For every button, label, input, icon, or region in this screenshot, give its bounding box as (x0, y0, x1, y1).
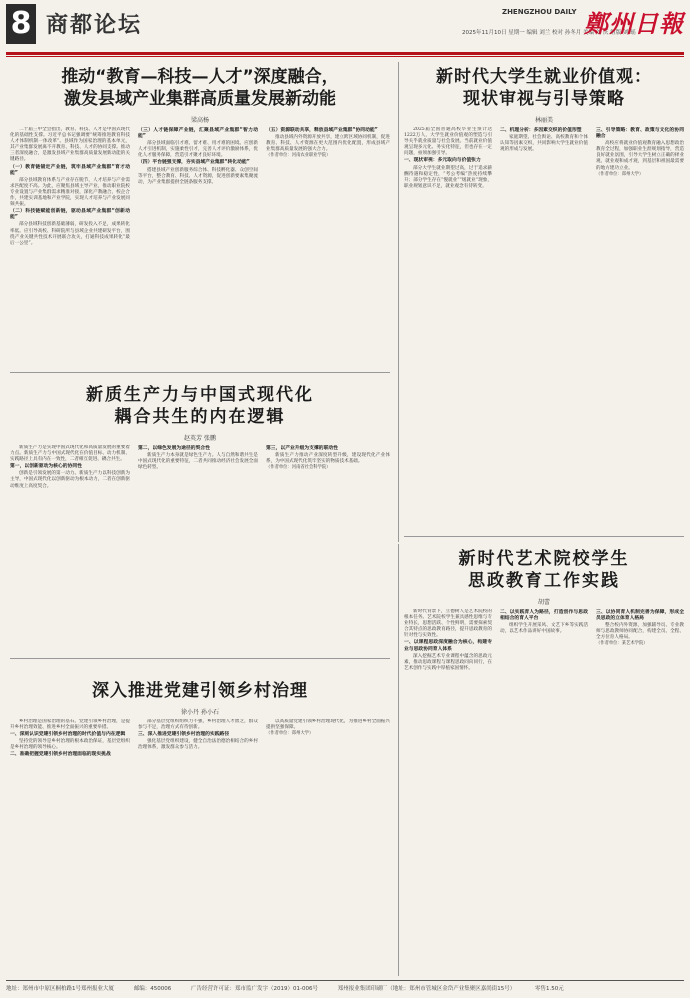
date-editor-line: 2025年11月10日 星期一 编辑 刘兰 校对 孙冬月 美编 刘 庆 组版 刘 瑶 (462, 30, 636, 36)
article-author: 梁高杨 (190, 117, 209, 124)
column-divider (398, 62, 399, 542)
section-divider (10, 658, 390, 659)
header-rule-thin (6, 56, 684, 57)
article-author: 赵英芳 张鹏 (184, 435, 216, 442)
text-column: 2025届全国普通高校毕业生预计达1222万人，大学生就业价值观的塑造与引导关乎就业质量与社会发展。当前就业价值观呈现多元化、务实化特征，但也存在一定问题，亟须加强引导。 一、现状审视：多元取向与价值张力 部分大学生就业期望过高，过于追求薪酬待遇和稳定性，“考公考编”热度持续攀升；部分学生存在“慢就业”“缓就业”现象，职业规划意识不足，就业观念有待转变。 (404, 127, 492, 189)
header-rule (6, 52, 684, 55)
footer-price: 零售1.50元 (535, 986, 564, 992)
text-column: 第三，以产业升级为支撑的联动性 新质生产力推动产业深度转型升级，建设现代化产业体系，为中国式现代化筑牢坚实的物质技术基础。 （作者单位：河南省社会科学院） (266, 446, 390, 471)
article-title: 推动“教育—科技—人才”深度融合， 激发县域产业集群高质量发展新动能 (61, 67, 339, 109)
page-number: 8 (6, 4, 36, 44)
footer-address: 地址：郑州市中原区桐柏路1号郑州报业大厦 (6, 986, 115, 992)
section-divider (404, 536, 684, 537)
text-column: 二、以实践育人为路径，打造创作与思政相结合的育人平台 组织学生开展采风、文艺下乡等实践活动，以艺术作品讲好中国故事。 (500, 610, 588, 635)
article-author: 胡蕾 (537, 599, 550, 606)
page-footer (6, 984, 684, 992)
text-column: 第二，以绿色发展为途径的契合性 新质生产力本身就是绿色生产力。人与自然和谐共生是中国式现代化的重要特征，二者共同推动经济社会发展全面绿色转型。 (138, 446, 258, 471)
text-column: 乡村治理是国家治理的基石。党建引领乡村治理，是提升乡村治理效能、推进乡村全面振兴的重要举措。 一、深刻认识党建引领乡村治理的时代价值与内在逻辑 坚持党的领导是乡村治理的根本政治保证，基层党组织是乡村治理的领导核心。 二、准确把握党建引领乡村治理面临的现实挑战 (10, 719, 130, 758)
article-title: 新质生产力与中国式现代化 耦合共生的内在逻辑 (86, 385, 314, 427)
footer-rule (6, 980, 684, 981)
newspaper-logo: 鄭州日報 (584, 9, 684, 38)
text-column: 新时代背景下，立德树人是艺术院校的根本任务。艺术院校学生兼具感性思维与专业特长，思想活跃、个性鲜明，需要探索契合其特点的思政教育路径，提升思政教育的针对性与实效性。 一、以课程思政深度融合为核心，构建专业与思政协同育人体系 深入挖掘艺术专业课程中蕴含的思政元素，推动思政课程与课程思政同向同行，在艺术创作与实践中厚植家国情怀。 (404, 609, 492, 671)
column-divider (398, 544, 399, 976)
article-author: 林丽美 (534, 117, 553, 124)
article-title: 新时代大学生就业价值观： 现状审视与引导策略 (436, 67, 652, 109)
article-title: 深入推进党建引领乡村治理 (92, 681, 308, 701)
section-title: 商都论坛 (46, 12, 143, 38)
article-title: 新时代艺术院校学生 思政教育工作实践 (458, 549, 630, 591)
section-divider (10, 372, 390, 373)
paper-english-name: ZHENGZHOU DAILY (502, 8, 577, 16)
text-column: 三、以协同育人机制完善为保障，形成全员思政的立体育人格局 整合校内外资源，加强辅导员、专业教师与思政教师协同配合，构建全员、全程、全方位育人格局。 （作者单位：某艺术学院） (596, 610, 684, 647)
text-column: （五）资源联动共享，释放县域产业集群“协同动能” 推动县域内外资源开放共享，建立跨区域协同机制，促进教育、科技、人才资源在更大范围内优化配置，形成县域产业集群高质量发展的强大合力。 （作者单位：河南农业职业学院） (266, 128, 390, 159)
text-column: 二、机理分析：多因素交织的价值形塑 家庭期望、社会舆论、高校教育和个体认知等因素交织，共同影响大学生就业价值观的形成与发展。 (500, 128, 588, 153)
text-column: 以高质量党建引领乡村治理现代化，为推进乡村全面振兴提供坚强保障。 （作者单位：郑州大学） (266, 719, 390, 737)
footer-license: 广告经营许可证：郑市监广发字（2019）01-006号 (191, 986, 318, 992)
text-column: 部分基层党组织组织力不强，乡村治理人才匮乏，群众参与不足，治理方式有待创新。 三、深入推进党建引领乡村治理的实践路径 强化基层党组织建设，健全自治法治德治相结合的乡村治理体系，激发群众参与活力。 (138, 719, 258, 751)
text-column: 二十届三中全会指出，教育、科技、人才是中国式现代化的基础性支撑。习近平总书记强调要“统筹推进教育科技人才体制机制一体改革”。县域作为国家治理的基本单元，其产业集群发展离不开教育、科技、人才的协同支撑。推动三者深度融合，是激发县域产业集群高质量发展新动能的关键路径。 （一）教育链锚定产业链，筑牢县域产业集群“育才动能” 部分县域教育体系与产业存在脱节，人才培养与产业需求匹配度不高。为此，应聚焦县域主导产业，推动职业院校专业设置与产业集群需求精准对接，深化产教融合，校企合作，共建实训基地和产业学院，实现人才培养与产业发展同频共振。 （二）科技链赋能创新链，驱动县域产业集群“创新动能” 部分县域科技创新基础薄弱，研发投入不足，成果转化率低。应引导高校、科研院所与县域企业共建研发平台，围绕产业关键共性技术开展联合攻关，打通科技成果转化“最后一公里”。 (10, 127, 130, 246)
text-column: （三）人才链保障产业链，汇聚县域产业集群“智力动能” 部分县域面临引才难、留才难、用才难的困境。应创新人才引进机制，实施柔性引才，完善人才评价激励体系，优化人才服务保障，营造引才聚才良好环境。 （四）平台链强支撑，夯实县域产业集群“转化动能” 搭建县域产业创新服务综合体、科技孵化器、众创空间等平台，整合教育、科技、人才资源，促进创新要素集聚流动，为产业集群提供全链条服务支撑。 (138, 128, 258, 185)
footer-printer: 郑州报业集团印刷厂（地址：郑州市管城区金岱产业集聚区嘉尚街15号） (337, 986, 516, 992)
footer-postcode: 邮编：450006 (133, 986, 172, 992)
page-header (0, 0, 690, 58)
article-author: 徐小丹 孙小石 (181, 709, 219, 716)
text-column: 三、引导策略：教育、政策与文化的协同融合 高校应将就业价值观教育融入思想政治教育全过程，加强职业生涯规划指导，营造良好就业氛围，引导大学生树立正确的择业观、就业观和成才观，到基层和祖国最需要的地方建功立业。 （作者单位：郑州大学） (596, 128, 684, 177)
text-column: 新质生产力是实现中国式现代化和高质量发展的重要着力点。新质生产力与中国式现代化在价值目标、动力机制、实践路径上具有内在一致性，二者相互促进、耦合共生。 第一，以创新驱动为核心的协同性 创新是引领发展的第一动力。新质生产力以科技创新为主导，中国式现代化以创新驱动为根本动力，二者在创新驱动维度上高度契合。 (10, 445, 130, 489)
